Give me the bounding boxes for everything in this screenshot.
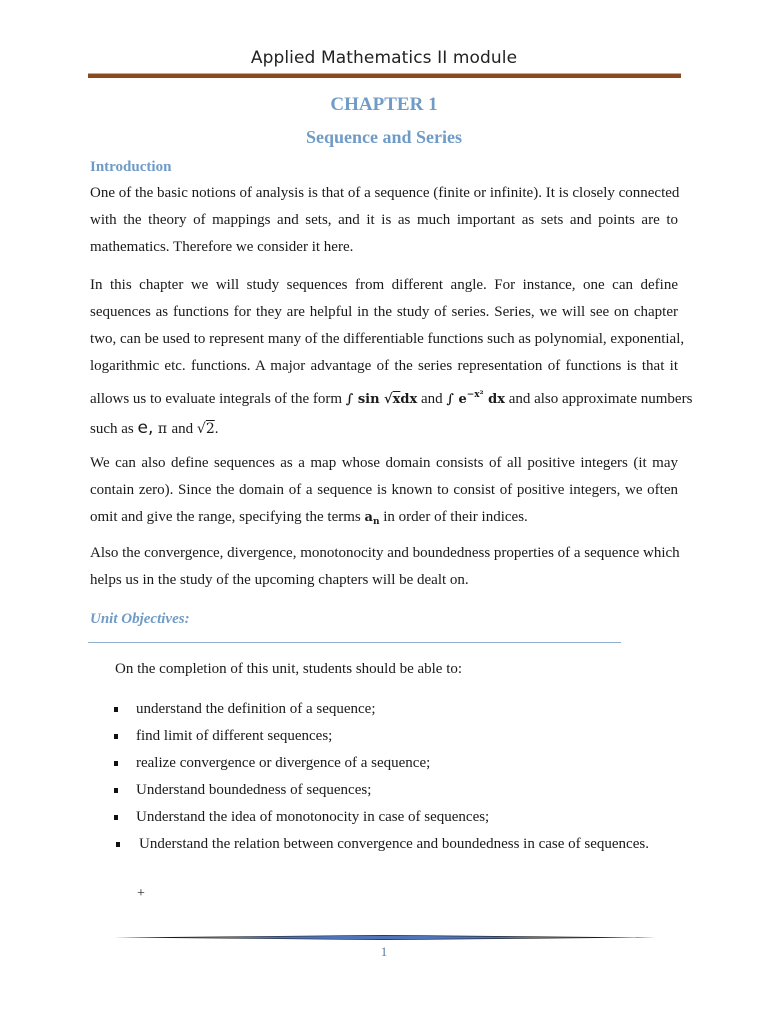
page-number: 1 bbox=[380, 944, 388, 959]
paragraph-line: In this chapter we will study sequences from different angle. For instance, one can define bbox=[90, 277, 678, 293]
paragraph-3 bbox=[90, 450, 678, 536]
paragraph-line: helps us in the study of the upcoming chapters will be dealt on. bbox=[90, 572, 469, 588]
constants-line: such as e, π and √2. bbox=[90, 418, 219, 438]
text-run: and bbox=[417, 391, 447, 407]
running-header: Applied Mathematics II module bbox=[250, 48, 518, 68]
paragraph-1 bbox=[90, 180, 678, 261]
sequence-term-an: $a_n$ bbox=[364, 510, 380, 527]
footer-rule bbox=[114, 935, 656, 940]
paragraph-4 bbox=[90, 540, 678, 594]
integral-exp-neg-x-squared: ∫ $e^{-x^2}$ dx bbox=[446, 390, 505, 407]
paragraph-line: contain zero). Since the domain of a sequence is known to consist of positive integers, we often bbox=[90, 482, 678, 498]
objectives-divider bbox=[88, 642, 621, 643]
paragraph-line: logarithmic etc. functions. A major advantage of the series representation of functions is that it bbox=[90, 358, 678, 374]
objectives-list bbox=[112, 696, 649, 858]
paragraph-line: One of the basic notions of analysis is that of a sequence (finite or infinite). It is closely connected bbox=[90, 185, 680, 201]
list-item: realize convergence or divergence of a sequence; bbox=[112, 750, 649, 777]
text-run: allows us to evaluate integrals of the form bbox=[90, 391, 346, 407]
square-bullet-icon bbox=[114, 734, 118, 739]
square-bullet-icon bbox=[114, 788, 118, 793]
paragraph-line: We can also define sequences as a map whose domain consists of all positive integers (it may bbox=[90, 455, 678, 471]
math-line bbox=[90, 380, 693, 415]
paragraph-line: two, can be used to represent many of the differentiable functions such as polynomial, exponential, bbox=[90, 331, 685, 347]
objectives-intro: On the completion of this unit, students should be able to: bbox=[115, 661, 463, 677]
chapter-title: Sequence and Series bbox=[305, 127, 462, 147]
paragraph-line: sequences as functions for they are helpful in the study of series. Series, we will see on chapter bbox=[90, 304, 678, 320]
list-item: Understand the relation between convergence and boundedness in case of sequences. bbox=[112, 831, 649, 858]
list-item: find limit of different sequences; bbox=[112, 723, 649, 750]
square-bullet-icon bbox=[114, 761, 118, 766]
paragraph-line: mathematics. Therefore we consider it here. bbox=[90, 239, 354, 255]
square-bullet-icon bbox=[114, 815, 118, 820]
paragraph-2 bbox=[90, 272, 693, 443]
unit-objectives-heading: Unit Objectives: bbox=[90, 611, 190, 627]
square-bullet-icon bbox=[114, 707, 118, 712]
introduction-heading: Introduction bbox=[90, 159, 172, 175]
euler-e-symbol: e, bbox=[137, 418, 154, 438]
list-item: understand the definition of a sequence; bbox=[112, 696, 649, 723]
sqrt-two: √2 bbox=[196, 421, 215, 437]
square-bullet-icon bbox=[116, 842, 120, 847]
terms-line: omit and give the range, specifying the terms $a_n$ in order of their indices. bbox=[90, 509, 528, 527]
pi-symbol: π bbox=[153, 421, 172, 437]
paragraph-line: with the theory of mappings and sets, and it is as much important as sets and points are to bbox=[90, 212, 678, 228]
list-item: Understand the idea of monotonocity in case of sequences; bbox=[112, 804, 649, 831]
paragraph-line: Also the convergence, divergence, monotonocity and boundedness properties of a sequence which bbox=[90, 545, 680, 561]
plus-mark: + bbox=[137, 886, 145, 901]
header-rule bbox=[88, 73, 681, 78]
list-item: Understand boundedness of sequences; bbox=[112, 777, 649, 804]
chapter-label: CHAPTER 1 bbox=[330, 94, 438, 115]
text-run: and also approximate numbers bbox=[504, 391, 693, 407]
integral-sin-sqrt-x: ∫ sin √xdx bbox=[345, 392, 418, 407]
